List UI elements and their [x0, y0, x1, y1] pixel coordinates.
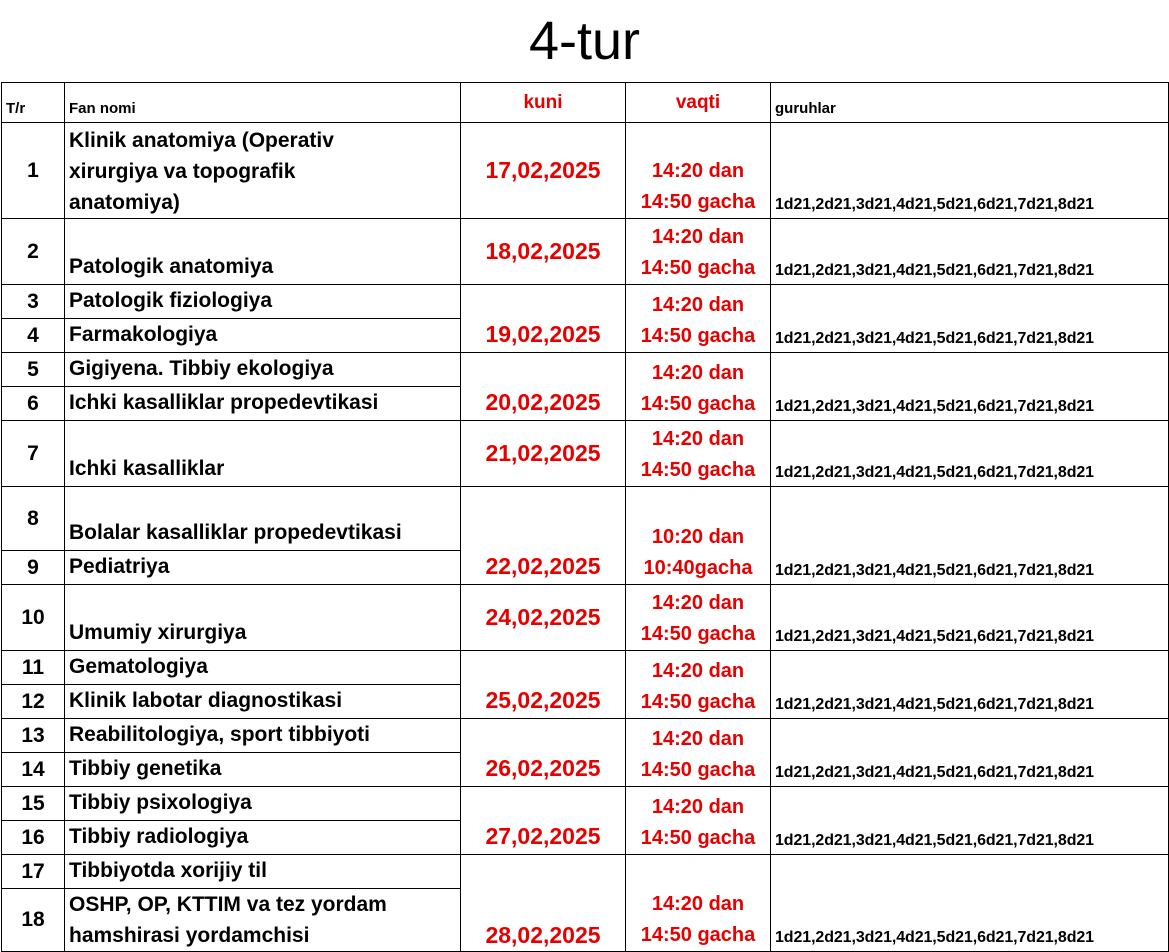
exam-time: 14:20 dan 14:50 gacha	[626, 421, 771, 487]
schedule-table	[1, 82, 1169, 952]
subject-name: Klinik anatomiya (Operativ xirurgiya va topografik anatomiya)	[65, 123, 461, 219]
table-row	[2, 651, 1169, 685]
subject-name: Ichki kasalliklar	[65, 421, 461, 487]
subject-name: Pediatriya	[65, 551, 461, 585]
exam-time: 14:20 dan 14:50 gacha	[626, 787, 771, 855]
exam-date: 22,02,2025	[461, 487, 626, 585]
subject-name: Gematologiya	[65, 651, 461, 685]
table-row	[2, 787, 1169, 821]
exam-time: 14:20 dan 14:50 gacha	[626, 123, 771, 219]
subject-name: Tibbiy genetika	[65, 753, 461, 787]
row-number: 8	[2, 487, 65, 551]
groups-cell: 1d21,2d21,3d21,4d21,5d21,6d21,7d21,8d21	[771, 585, 1169, 651]
table-row	[2, 421, 1169, 487]
exam-time: 14:20 dan 14:50 gacha	[626, 651, 771, 719]
row-number: 11	[2, 651, 65, 685]
exam-date: 20,02,2025	[461, 353, 626, 421]
table-row	[2, 585, 1169, 651]
groups-cell: 1d21,2d21,3d21,4d21,5d21,6d21,7d21,8d21	[771, 651, 1169, 719]
groups-cell: 1d21,2d21,3d21,4d21,5d21,6d21,7d21,8d21	[771, 219, 1169, 285]
groups-cell: 1d21,2d21,3d21,4d21,5d21,6d21,7d21,8d21	[771, 719, 1169, 787]
row-number: 3	[2, 285, 65, 319]
exam-date: 24,02,2025	[461, 585, 626, 651]
header-tr: T/r	[2, 83, 65, 123]
row-number: 7	[2, 421, 65, 487]
page-title: 4-tur	[528, 11, 641, 71]
table-row	[2, 123, 1169, 219]
exam-time: 14:20 dan 14:50 gacha	[626, 285, 771, 353]
exam-date: 28,02,2025	[461, 855, 626, 952]
groups-cell: 1d21,2d21,3d21,4d21,5d21,6d21,7d21,8d21	[771, 123, 1169, 219]
header-kuni: kuni	[461, 83, 626, 123]
subject-name: Patologik fiziologiya	[65, 285, 461, 319]
subject-name: Farmakologiya	[65, 319, 461, 353]
groups-cell: 1d21,2d21,3d21,4d21,5d21,6d21,7d21,8d21	[771, 285, 1169, 353]
row-number: 16	[2, 821, 65, 855]
exam-date: 17,02,2025	[461, 123, 626, 219]
exam-time: 14:20 dan 14:50 gacha	[626, 855, 771, 952]
groups-cell: 1d21,2d21,3d21,4d21,5d21,6d21,7d21,8d21	[771, 421, 1169, 487]
subject-name: Gigiyena. Tibbiy ekologiya	[65, 353, 461, 387]
exam-time: 14:20 dan 14:50 gacha	[626, 219, 771, 285]
groups-cell: 1d21,2d21,3d21,4d21,5d21,6d21,7d21,8d21	[771, 787, 1169, 855]
exam-time: 14:20 dan 14:50 gacha	[626, 719, 771, 787]
subject-name: Ichki kasalliklar propedevtikasi	[65, 387, 461, 421]
header-row	[2, 83, 1169, 123]
table-row	[2, 855, 1169, 889]
subject-name: Tibbiy psixologiya	[65, 787, 461, 821]
row-number: 6	[2, 387, 65, 421]
row-number: 1	[2, 123, 65, 219]
row-number: 18	[2, 889, 65, 952]
exam-date: 18,02,2025	[461, 219, 626, 285]
row-number: 14	[2, 753, 65, 787]
row-number: 2	[2, 219, 65, 285]
exam-date: 26,02,2025	[461, 719, 626, 787]
exam-time: 14:20 dan 14:50 gacha	[626, 585, 771, 651]
row-number: 17	[2, 855, 65, 889]
subject-name: Umumiy xirurgiya	[65, 585, 461, 651]
header-vaqti: vaqti	[626, 83, 771, 123]
subject-name: Tibbiy radiologiya	[65, 821, 461, 855]
groups-cell: 1d21,2d21,3d21,4d21,5d21,6d21,7d21,8d21	[771, 855, 1169, 952]
table-row	[2, 719, 1169, 753]
exam-date: 21,02,2025	[461, 421, 626, 487]
subject-name: Tibbiyotda xorijiy til	[65, 855, 461, 889]
row-number: 5	[2, 353, 65, 387]
table-row	[2, 353, 1169, 387]
row-number: 13	[2, 719, 65, 753]
subject-name: Reabilitologiya, sport tibbiyoti	[65, 719, 461, 753]
table-row	[2, 487, 1169, 551]
exam-date: 19,02,2025	[461, 285, 626, 353]
row-number: 4	[2, 319, 65, 353]
groups-cell: 1d21,2d21,3d21,4d21,5d21,6d21,7d21,8d21	[771, 487, 1169, 585]
table-row	[2, 285, 1169, 319]
groups-cell: 1d21,2d21,3d21,4d21,5d21,6d21,7d21,8d21	[771, 353, 1169, 421]
table-row	[2, 219, 1169, 285]
row-number: 15	[2, 787, 65, 821]
subject-name: Bolalar kasalliklar propedevtikasi	[65, 487, 461, 551]
subject-name: Klinik labotar diagnostikasi	[65, 685, 461, 719]
subject-name: OSHP, OP, KTTIM va tez yordam hamshirasi yordamchisi	[65, 889, 461, 952]
row-number: 12	[2, 685, 65, 719]
row-number: 10	[2, 585, 65, 651]
exam-time: 14:20 dan 14:50 gacha	[626, 353, 771, 421]
header-guruhlar: guruhlar	[771, 83, 1169, 123]
subject-name: Patologik anatomiya	[65, 219, 461, 285]
row-number: 9	[2, 551, 65, 585]
exam-date: 27,02,2025	[461, 787, 626, 855]
exam-date: 25,02,2025	[461, 651, 626, 719]
header-fan-nomi: Fan nomi	[65, 83, 461, 123]
exam-time: 10:20 dan 10:40gacha	[626, 487, 771, 585]
